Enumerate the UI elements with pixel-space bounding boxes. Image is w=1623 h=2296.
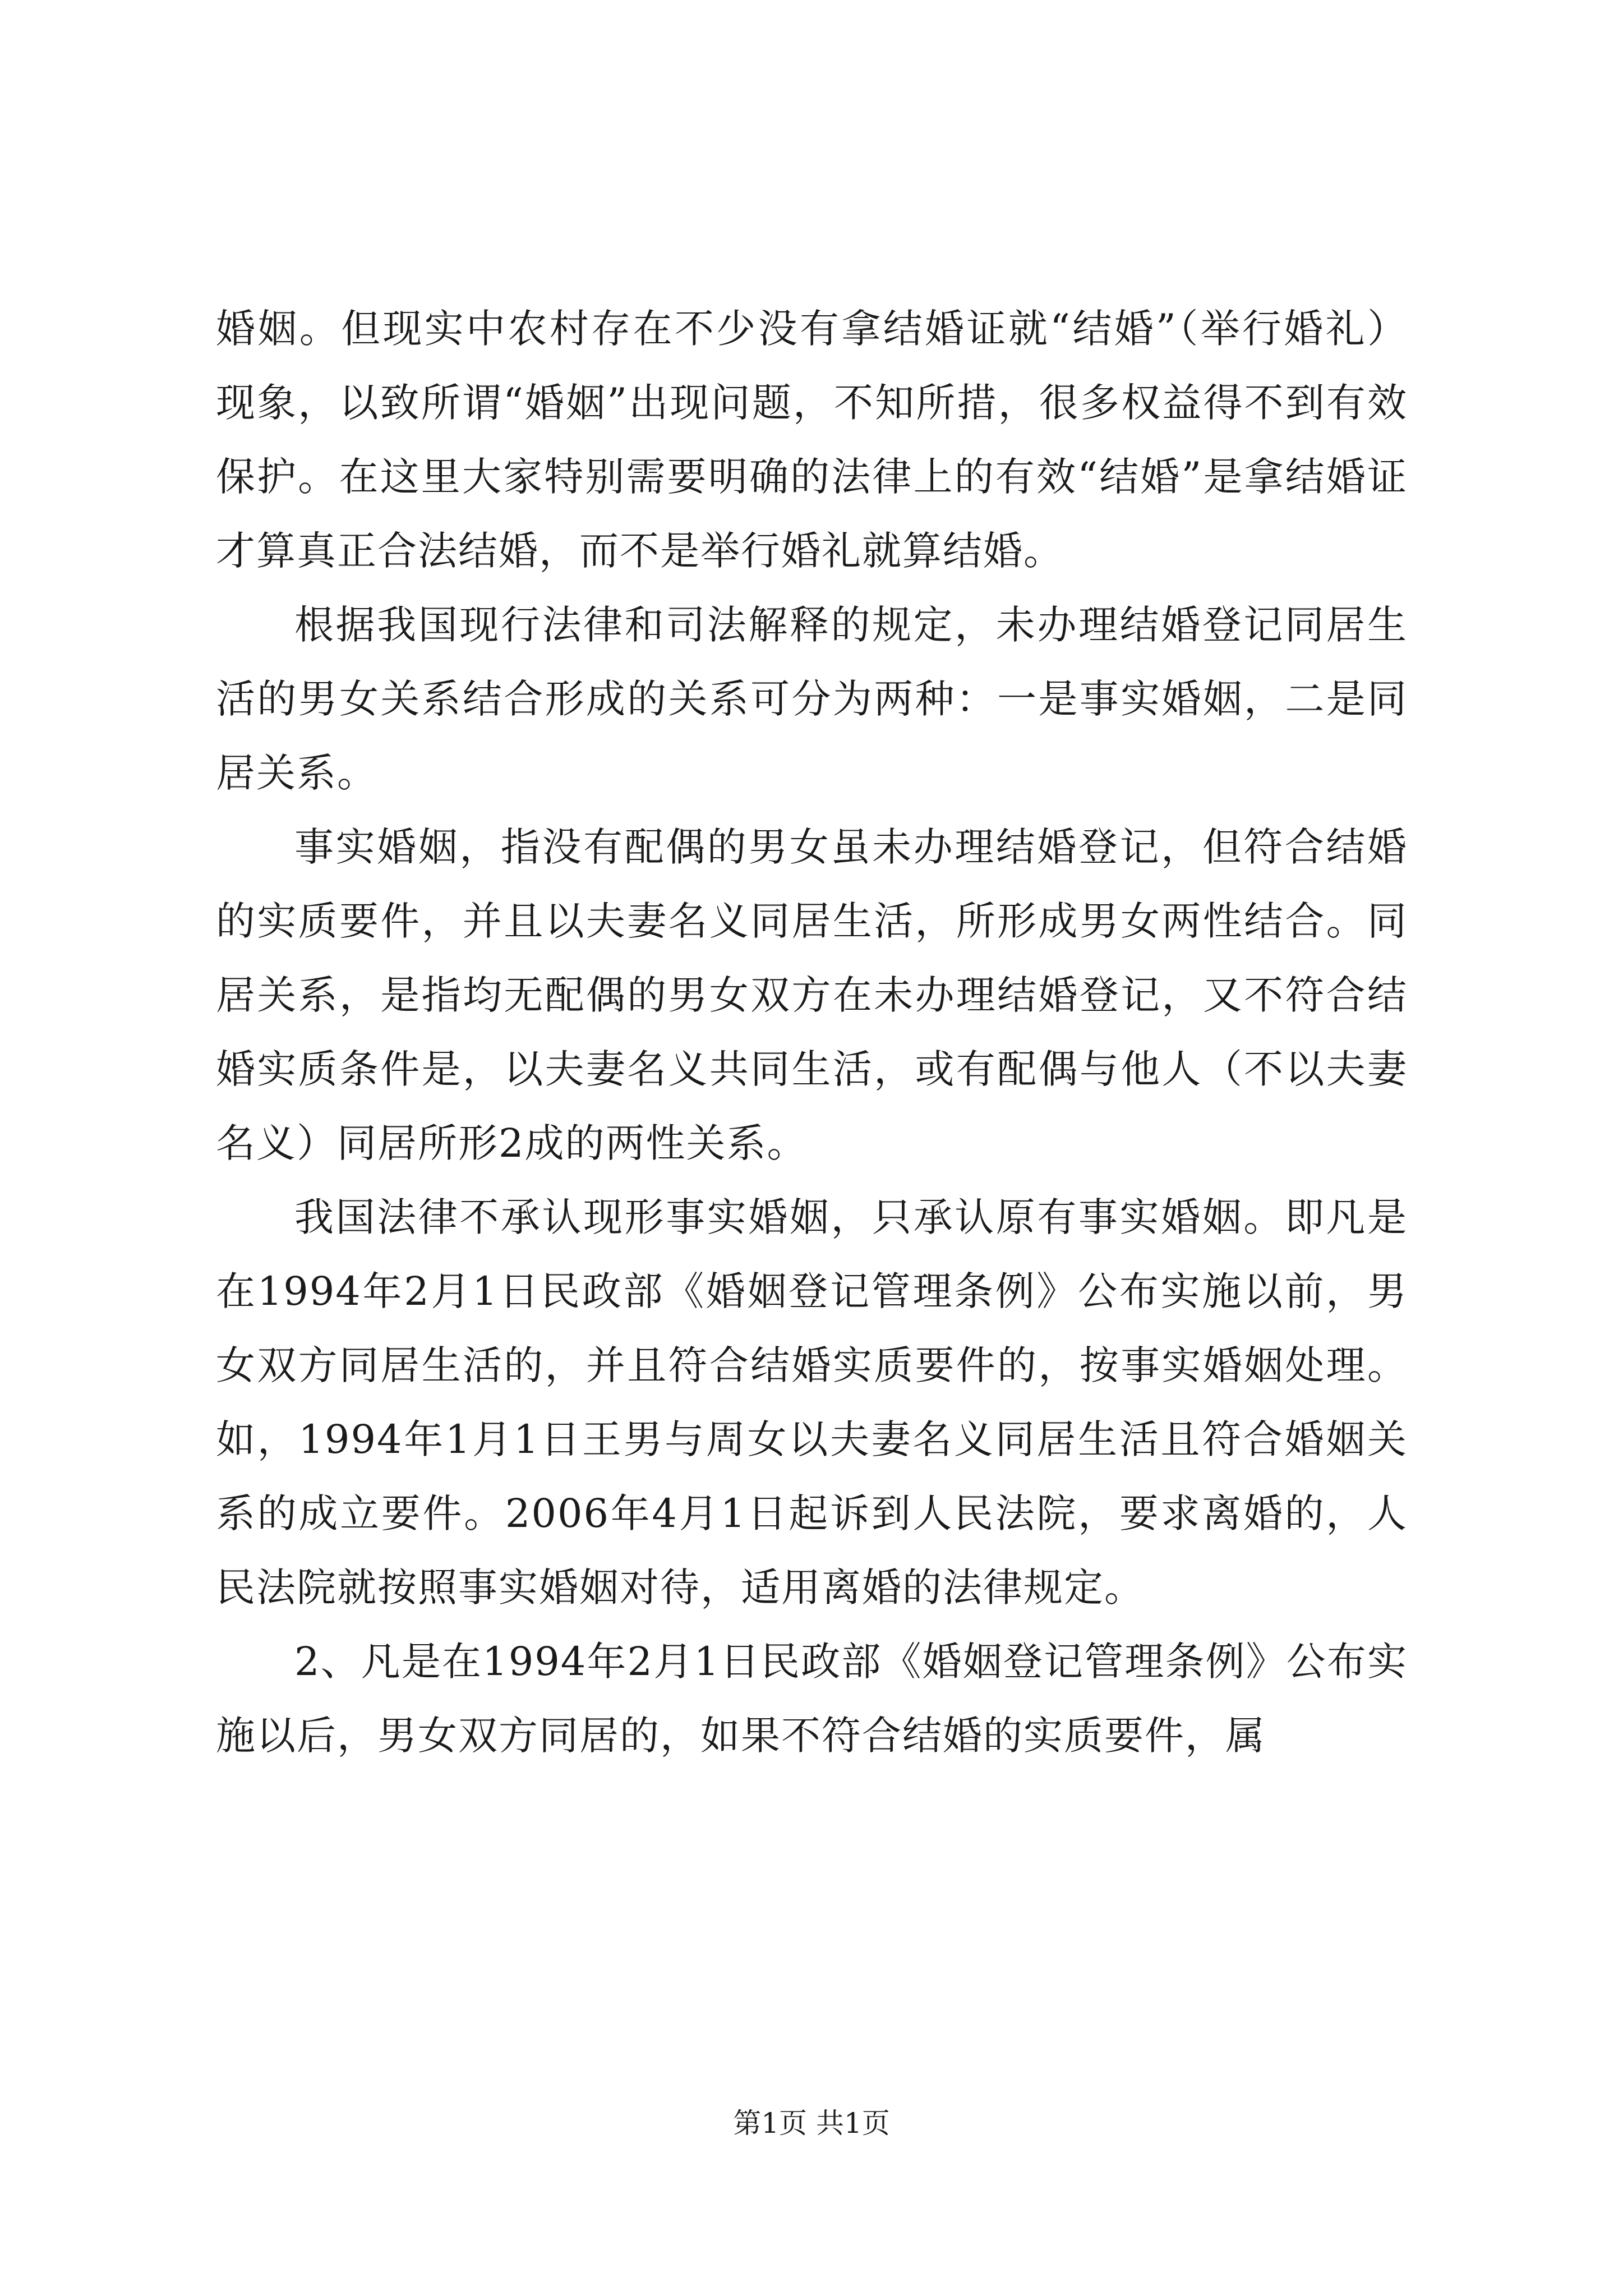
document-body bbox=[216, 292, 1408, 1773]
paragraph-2: 根据我国现行法律和司法解释的规定，未办理结婚登记同居生活的男女关系结合形成的关系可分为两种：一是事实婚姻，二是同居关系。 bbox=[216, 602, 1408, 796]
paragraph-4: 我国法律不承认现形事实婚姻，只承认原有事实婚姻。即凡是在1994年2月1日民政部《婚姻登记管理条例》公布实施以前，男女双方同居生活的，并且符合结婚实质要件的，按事实婚姻处理。如，1994年1月1日王男与周女以夫妻名义同居生活且符合婚姻关系的成立要件。2006年4月1日起诉到人民法院，要求离婚的，人民法院就按照事实婚姻对待，适用离婚的法律规定。 bbox=[216, 1194, 1408, 1611]
paragraph-5: 2、凡是在1994年2月1日民政部《婚姻登记管理条例》公布实施以后，男女双方同居的，如果不符合结婚的实质要件，属 bbox=[216, 1639, 1408, 1759]
paragraph-1: 婚姻。但现实中农村存在不少没有拿结婚证就“结婚”（举行婚礼）现象，以致所谓“婚姻”出现问题，不知所措，很多权益得不到有效保护。在这里大家特别需要明确的法律上的有效“结婚”是拿结婚证才算真正合法结婚，而不是举行婚礼就算结婚。 bbox=[216, 306, 1408, 574]
page-footer: 第1页 共1页 bbox=[733, 2107, 890, 2139]
paragraph-3: 事实婚姻，指没有配偶的男女虽未办理结婚登记，但符合结婚的实质要件，并且以夫妻名义同居生活，所形成男女两性结合。同居关系，是指均无配偶的男女双方在未办理结婚登记，又不符合结婚实质条件是，以夫妻名义共同生活，或有配偶与他人（不以夫妻名义）同居所形2成的两性关系。 bbox=[216, 824, 1408, 1166]
